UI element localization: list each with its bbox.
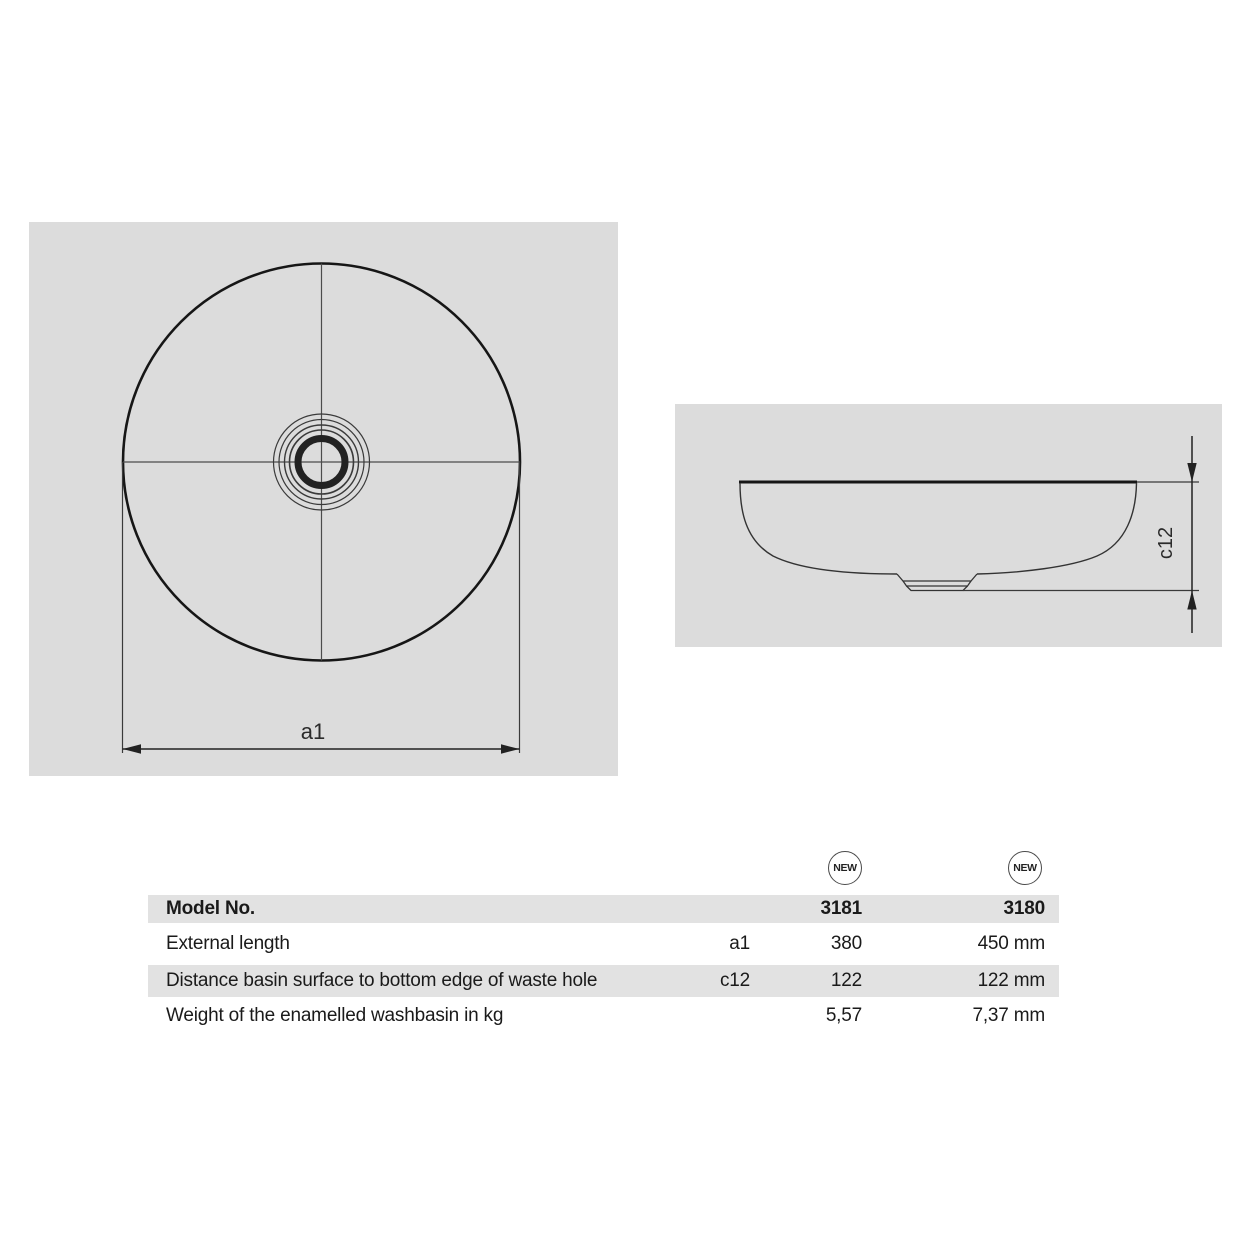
top-view-drawing — [29, 222, 618, 776]
table-row-weight — [148, 997, 1059, 1035]
value-3180: 122 mm — [977, 970, 1045, 991]
arrowhead-right — [501, 744, 520, 753]
arrowhead-left — [123, 744, 142, 753]
new-badge-model-3180 — [1008, 851, 1042, 885]
specification-table — [148, 895, 1059, 1035]
side-view-drawing-panel — [675, 404, 1222, 647]
c12-dimension — [963, 436, 1199, 633]
new-badge-label: NEW — [833, 862, 857, 874]
side-view-drawing — [675, 404, 1222, 647]
model-number-1: 3181 — [820, 898, 862, 919]
new-badge-model-3181 — [828, 851, 862, 885]
top-view-drawing-panel — [29, 222, 618, 776]
value-3181: 5,57 — [825, 1005, 862, 1026]
table-row-external-length — [148, 923, 1059, 965]
value-3181: 122 — [830, 970, 862, 991]
model-number-2: 3180 — [1003, 898, 1045, 919]
row-label: Weight of the enamelled washbasin in kg — [166, 1005, 504, 1026]
table-row-model-no — [148, 895, 1059, 923]
value-3180: 450 mm — [977, 933, 1045, 954]
row-label: Distance basin surface to bottom edge of waste hole — [166, 970, 598, 991]
basin-profile — [740, 483, 1137, 574]
value-3180: 7,37 mm — [972, 1005, 1045, 1026]
row-code: a1 — [729, 933, 750, 954]
row-label: Model No. — [166, 898, 255, 919]
value-3181: 380 — [830, 933, 862, 954]
c12-dimension-label: c12 — [1155, 526, 1177, 560]
row-code: c12 — [719, 970, 750, 991]
a1-dimension-label: a1 — [300, 719, 326, 744]
new-badge-label: NEW — [1013, 862, 1037, 874]
row-label: External length — [166, 933, 290, 954]
arrowhead-up — [1187, 591, 1196, 610]
arrowhead-down — [1187, 463, 1196, 482]
table-row-waste-hole-distance — [148, 965, 1059, 997]
waste-fitting — [897, 574, 977, 591]
